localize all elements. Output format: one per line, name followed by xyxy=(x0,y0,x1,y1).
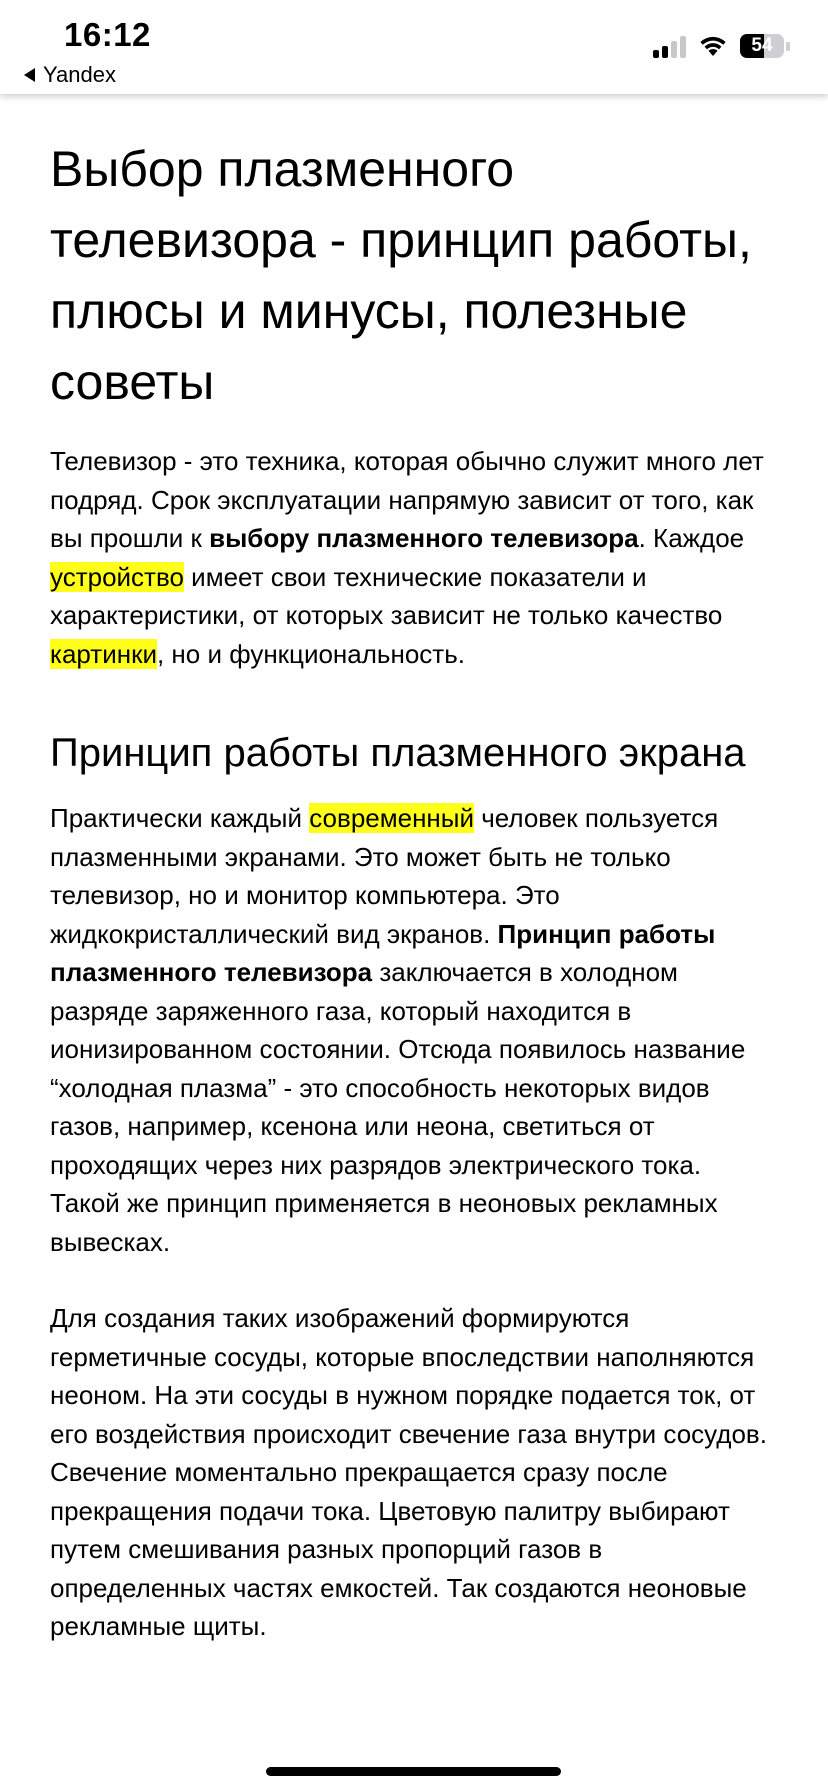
highlight-link-ustroistvo[interactable]: устройство xyxy=(50,561,184,592)
intro-bold-1: выбору плазменного телевизора xyxy=(209,523,639,553)
status-bar xyxy=(0,0,828,94)
intro-paragraph xyxy=(50,442,770,673)
s1-text-2: человек пользуется плазменными экранами. Это может быть не только телевизор, но и монитор компьютера. Это жидкокристаллический вид экранов. xyxy=(50,803,719,949)
section-heading: Принцип работы плазменного экрана xyxy=(50,731,746,775)
signal-bar xyxy=(653,50,659,58)
back-app-label: Yandex xyxy=(43,62,116,87)
highlight-link-kartinki[interactable]: картинки xyxy=(50,638,157,669)
article xyxy=(50,124,770,1684)
highlight-link-sovremennyi[interactable]: современный xyxy=(309,803,474,833)
back-to-app-button[interactable] xyxy=(24,62,116,88)
battery-icon xyxy=(740,34,784,58)
section-paragraph-1 xyxy=(50,799,770,1261)
status-time: 16:12 xyxy=(64,16,151,53)
wifi-icon xyxy=(698,34,728,58)
signal-bar xyxy=(671,41,677,58)
status-indicators xyxy=(653,34,790,58)
battery-level: 54 xyxy=(751,35,773,56)
intro-text-3: имеет свои технические показатели и характеристики, от которых зависит не только качество xyxy=(50,561,723,630)
battery-cap-icon xyxy=(786,42,790,51)
signal-bar xyxy=(680,36,686,58)
back-arrow-icon xyxy=(24,68,35,82)
signal-bar xyxy=(662,46,668,58)
cellular-signal-icon xyxy=(653,34,686,58)
intro-text-2: . Каждое xyxy=(638,523,745,553)
intro-text-1: Телевизор - это техника, которая обычно служит много лет подряд. Срок эксплуатации напрямую зависит от того, как вы прошли к xyxy=(50,446,764,553)
home-indicator[interactable] xyxy=(266,1767,561,1776)
s1-bold-1: Принцип работы плазменного телевизора xyxy=(50,918,716,987)
article-title: Выбор плазменного телевизора - принцип работы, плюсы и минусы, полезные советы xyxy=(50,141,752,410)
s1-text-3: заключается в холодном разряде заряженного газа, который находится в ионизированном состоянии. Отсюда появилось название “холодная плазма” - это способность некоторых видов газов, например, ксенона или неона, светиться от проходящих через них разрядов электрического тока. Такой же принцип применяется в неоновых рекламных вывесках. xyxy=(50,957,746,1257)
intro-text-4: , но и функциональность. xyxy=(156,638,465,669)
section-paragraph-2: Для создания таких изображений формируются герметичные сосуды, которые впоследствии наполняются неоном. На эти сосуды в нужном порядке подается ток, от его воздействия происходит свечение газа внутри сосудов. Свечение моментально прекращается сразу после прекращения подачи тока. Цветовую палитру выбирают путем смешивания разных пропорций газов в определенных частях емкостей. Так создаются неоновые рекламные щиты. xyxy=(50,1303,767,1641)
s1-text-1: Практически каждый xyxy=(50,803,310,833)
